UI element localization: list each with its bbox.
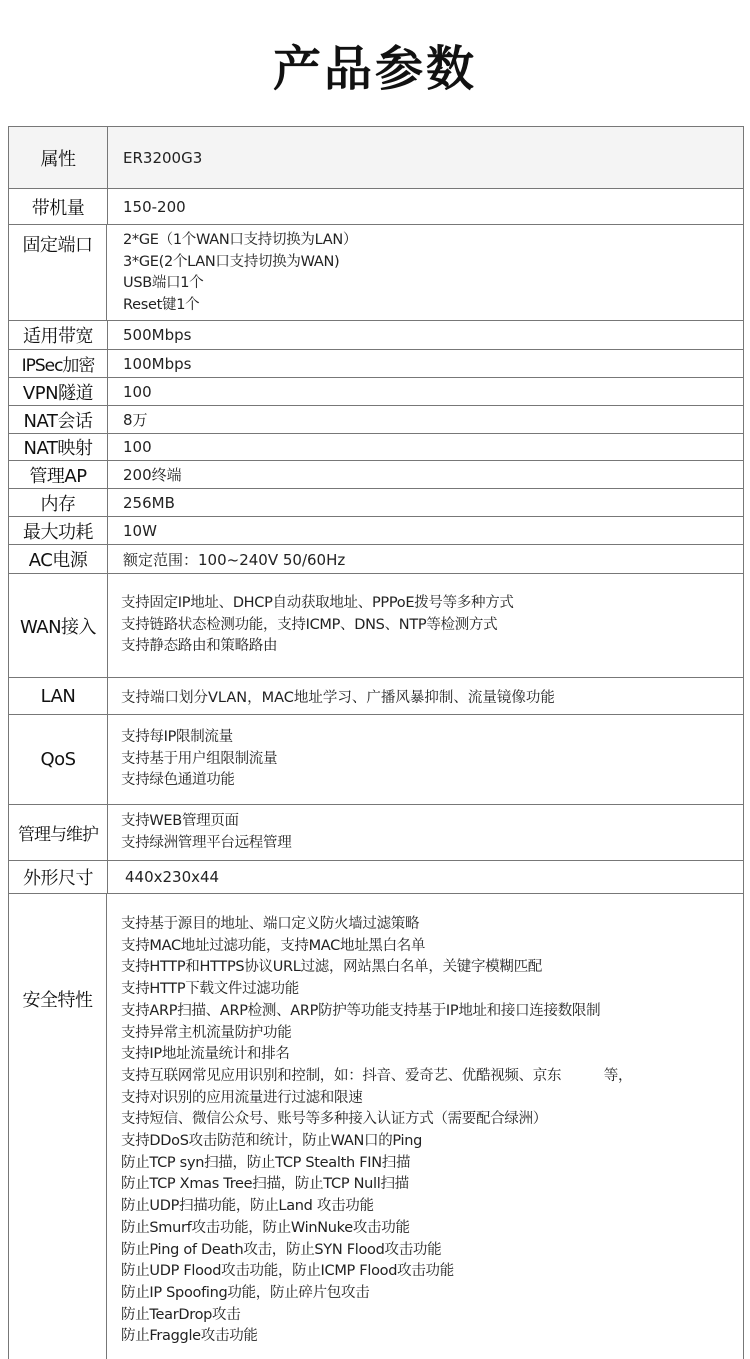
- row-label: 内存: [9, 489, 108, 516]
- table-row: [9, 461, 743, 489]
- row-label: IPSec加密: [9, 350, 108, 377]
- row-value: 支持固定IP地址、DHCP自动获取地址、PPPoE拨号等多种方式 支持链路状态检测功能，支持ICMP、DNS、NTP等检测方式 支持静态路由和策略路由: [121, 595, 514, 655]
- row-value: 8万: [123, 411, 148, 429]
- row-label: 适用带宽: [9, 321, 108, 349]
- table-row: [9, 517, 743, 545]
- table-row: [9, 189, 743, 225]
- row-label: 最大功耗: [9, 517, 108, 544]
- table-row: [9, 715, 743, 805]
- table-row: [9, 678, 743, 715]
- row-label: AC电源: [9, 545, 108, 573]
- table-row: [9, 225, 743, 321]
- row-value: 500Mbps: [123, 326, 192, 344]
- table-row: [9, 894, 743, 1359]
- row-value: 100: [123, 382, 152, 401]
- row-label: 管理AP: [9, 461, 108, 488]
- row-label: LAN: [9, 678, 108, 714]
- row-label: 安全特性: [9, 894, 107, 1359]
- table-row: [9, 861, 743, 894]
- row-label: 固定端口: [9, 225, 107, 320]
- row-label: 带机量: [9, 189, 108, 224]
- row-value: 440x230x44: [125, 868, 220, 886]
- row-value: 256MB: [123, 493, 175, 512]
- table-row: [9, 805, 743, 861]
- row-value: 10W: [123, 521, 157, 540]
- table-row: [9, 574, 743, 678]
- table-row: [9, 321, 743, 350]
- row-label: 属性: [9, 127, 108, 188]
- table-row: [9, 434, 743, 461]
- row-value: 支持WEB管理页面 支持绿洲管理平台远程管理: [121, 813, 292, 851]
- table-row: [9, 378, 743, 406]
- row-value: 150-200: [123, 197, 186, 216]
- row-label: 外形尺寸: [9, 861, 108, 893]
- row-label: QoS: [9, 715, 108, 804]
- row-value: 额定范围：100~240V 50/60Hz: [123, 550, 346, 569]
- spec-table: [8, 126, 744, 1359]
- row-value: 2*GE（1个WAN口支持切换为LAN） 3*GE(2个LAN口支持切换为WAN) USB端口1个 Reset键1个: [123, 232, 358, 313]
- row-value: 支持端口划分VLAN，MAC地址学习、广播风暴抑制、流量镜像功能: [121, 689, 555, 706]
- row-value: ER3200G3: [123, 148, 203, 167]
- row-value: 100: [123, 438, 152, 456]
- row-value: 支持基于源目的地址、端口定义防火墙过滤策略 支持MAC地址过滤功能，支持MAC地址黑白名单 支持HTTP和HTTPS协议URL过滤，网站黑白名单，关键字模糊匹配 支持HTTP下载文件过滤功能 支持ARP扫描、ARP检测、ARP防护等功能支持基于IP地址和接口连接数限制 支持异常主机流量防护功能 支持IP地址流量统计和排名 支持互联网常见应用识别和控制，如：抖音、爱奇艺、优酷视频、京东 等， 支持对识别的应用流量进行过滤和限速 支持短信、微信公众号、账号等多种接入认证方式（需要配合绿洲） 支持DDoS攻击防范和统计，防止WAN口的Ping 防止TCP syn扫描，防止TCP Stealth FIN扫描 防止TCP Xmas Tree扫描，防止TCP Null扫描 防止UDP扫描功能，防止Land 攻击功能 防止Smurf攻击功能，防止WinNuke攻击功能 防止Ping of Death攻击，防止SYN Flood攻击功能 防止UDP Flood攻击功能，防止ICMP Flood攻击功能 防止IP Spoofing功能，防止碎片包攻击 防止TearDrop攻击 防止Fraggle攻击功能: [121, 916, 633, 1345]
- row-label: NAT会话: [9, 406, 108, 433]
- row-label: NAT映射: [9, 434, 108, 460]
- table-row: [9, 489, 743, 517]
- row-label: WAN接入: [9, 574, 108, 677]
- table-row: [9, 350, 743, 378]
- row-label: VPN隧道: [9, 378, 108, 405]
- table-row: [9, 406, 743, 434]
- row-value: 100Mbps: [123, 354, 192, 373]
- row-label: 管理与维护: [9, 805, 108, 860]
- row-value: 支持每IP限制流量 支持基于用户组限制流量 支持绿色通道功能: [121, 729, 278, 789]
- table-row: [9, 545, 743, 574]
- table-row: [9, 127, 743, 189]
- page-title: 产品参数: [272, 41, 477, 97]
- row-value: 200终端: [123, 466, 182, 484]
